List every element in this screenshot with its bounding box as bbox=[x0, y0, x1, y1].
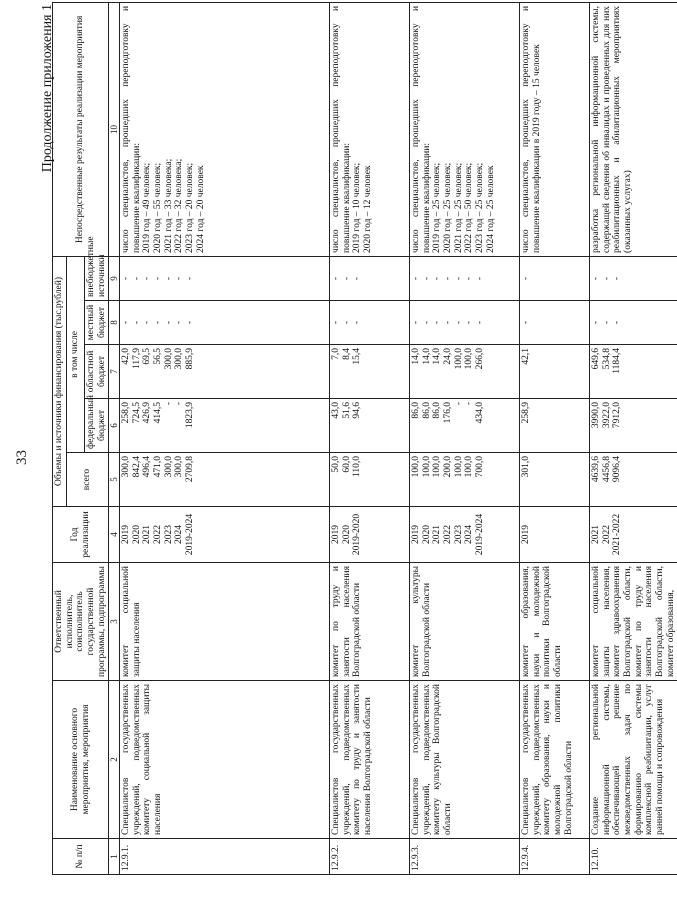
regional-list bbox=[410, 345, 520, 399]
extrabudget-list bbox=[410, 256, 520, 300]
page-number: 33 bbox=[14, 450, 30, 465]
cell-value: 43,0 bbox=[331, 402, 342, 419]
cell-value: 649,6 bbox=[591, 348, 602, 370]
cell-value: 1823,9 bbox=[184, 402, 195, 429]
total-list bbox=[330, 453, 410, 507]
cell-value: 300,0 bbox=[174, 456, 185, 478]
result-text: разработка региональной информационной системы, содержащей сведения об инвалидах и проведенных для них реабилитационных и абилитационных мероприятиях (оказанных услугах) bbox=[591, 5, 634, 253]
cell-value: 51,6 bbox=[341, 402, 352, 419]
measure-name: Специалистов государственных учреждений, подведомственных комитету социальной защиты населения bbox=[120, 681, 330, 839]
federal-list bbox=[520, 399, 590, 453]
cell-value: 14,0 bbox=[432, 348, 443, 365]
cell-value: 100,0 bbox=[421, 456, 432, 478]
cell-value: 534,8 bbox=[601, 348, 612, 370]
result-text: число специалистов, прошедших переподготовку и повышение квалификации: bbox=[121, 5, 142, 253]
result-item: 2024 год – 20 человек bbox=[195, 165, 206, 253]
result-item: 2021 год – 33 человека; bbox=[163, 158, 174, 253]
result-item: 2020 год – 25 человек; bbox=[443, 162, 454, 253]
year-list bbox=[520, 507, 590, 563]
cell-value: - bbox=[121, 276, 132, 281]
header-including: в том числе bbox=[66, 256, 84, 452]
cell-value: - bbox=[352, 320, 363, 325]
column-number: 9 bbox=[109, 256, 120, 300]
header-name: Наименование основного мероприятия, мероприятия bbox=[53, 681, 109, 839]
measure-name: Специалистов государственных учреждений, подведомственных комитету культуры Волгоградской области bbox=[410, 681, 520, 839]
cell-value: 2019 bbox=[121, 525, 132, 544]
cell-value: - bbox=[474, 320, 485, 325]
cell-value: - bbox=[453, 402, 464, 406]
result-item: 2024 год – 25 человек bbox=[485, 165, 496, 253]
cell-value: 110,0 bbox=[352, 456, 363, 478]
cell-value: 2709,8 bbox=[184, 456, 195, 483]
cell-value: - bbox=[464, 276, 475, 281]
header-responsible: Ответственный исполнитель, соисполнитель государственной программы, подпрограммы bbox=[53, 563, 109, 681]
cell-value: 2020 bbox=[341, 525, 352, 544]
cell-value: 2021 bbox=[432, 525, 443, 544]
cell-value: - bbox=[174, 320, 185, 325]
cell-value: - bbox=[142, 320, 153, 325]
cell-value: 117,9 bbox=[131, 348, 142, 370]
total-list bbox=[590, 453, 677, 507]
cell-value: - bbox=[142, 276, 153, 281]
result-item: 2019 год – 49 человек; bbox=[142, 162, 153, 253]
cell-value: - bbox=[443, 276, 454, 281]
cell-value: 2024 bbox=[174, 525, 185, 544]
measure-name: Специалистов государственных учреждений, подведомственных комитету образования, науки и молодежной политики Волгоградской области bbox=[520, 681, 590, 839]
column-number: 5 bbox=[109, 453, 120, 507]
cell-value: 258,9 bbox=[521, 402, 532, 424]
result-text: число специалистов, прошедших переподготовку и повышение квалификации: bbox=[331, 5, 352, 253]
cell-value: 2021 bbox=[591, 525, 602, 544]
result-item: 2019 год – 25 человек; bbox=[432, 162, 443, 253]
cell-value: 3922,0 bbox=[601, 402, 612, 429]
cell-value: - bbox=[453, 276, 464, 281]
regional-list bbox=[520, 345, 590, 399]
cell-value: 4456,8 bbox=[601, 456, 612, 483]
result-item: 2022 год – 32 человека; bbox=[174, 158, 185, 253]
cell-value: 2023 bbox=[163, 525, 174, 544]
row-number: 12.9.1. bbox=[120, 839, 330, 875]
cell-value: - bbox=[411, 276, 422, 281]
cell-value: 2022 bbox=[443, 525, 454, 544]
cell-value: 266,0 bbox=[474, 348, 485, 370]
federal-list bbox=[330, 399, 410, 453]
cell-value: 2019 bbox=[411, 525, 422, 544]
cell-value: 300,0 bbox=[163, 456, 174, 478]
funding-table bbox=[52, 2, 677, 875]
result-text: число специалистов, прошедших переподготовку и повышение квалификации в 2019 году – 15 человек bbox=[521, 5, 542, 253]
result-description bbox=[590, 2, 677, 256]
cell-value: - bbox=[331, 320, 342, 325]
column-number: 6 bbox=[109, 399, 120, 453]
cell-value: - bbox=[411, 320, 422, 325]
cell-value: 2021 bbox=[142, 525, 153, 544]
row-number: 12.9.4. bbox=[520, 839, 590, 875]
cell-value: 471,0 bbox=[153, 456, 164, 478]
total-list bbox=[410, 453, 520, 507]
cell-value: 2019-2024 bbox=[184, 513, 195, 556]
cell-value: 100,0 bbox=[464, 456, 475, 478]
cell-value: 2022 bbox=[601, 525, 612, 544]
cell-value: 86,0 bbox=[411, 402, 422, 419]
local-list bbox=[410, 301, 520, 345]
cell-value: - bbox=[352, 276, 363, 281]
cell-value: - bbox=[443, 320, 454, 325]
cell-value: - bbox=[341, 320, 352, 325]
result-item: 2021 год – 25 человек; bbox=[453, 162, 464, 253]
local-list bbox=[590, 301, 677, 345]
cell-value: 700,0 bbox=[474, 456, 485, 478]
cell-value: - bbox=[612, 276, 623, 281]
year-list bbox=[590, 507, 677, 563]
result-item: 2020 год – 55 человек; bbox=[153, 162, 164, 253]
result-item: 2023 год – 25 человек; bbox=[474, 162, 485, 253]
column-number: 3 bbox=[109, 563, 120, 681]
cell-value: 100,0 bbox=[432, 456, 443, 478]
measure-name: Создание региональной информационной системы, обеспечивающей решение межведомственных задач по формированию системы комплексной реабилитации, услуг ранней помощи и сопровождения bbox=[590, 681, 677, 839]
cell-value: 7,0 bbox=[331, 348, 342, 360]
cell-value: 885,9 bbox=[184, 348, 195, 370]
cell-value: - bbox=[131, 276, 142, 281]
cell-value: 2019 bbox=[521, 525, 532, 544]
local-list bbox=[520, 301, 590, 345]
federal-list bbox=[410, 399, 520, 453]
result-description bbox=[120, 2, 330, 256]
header-num: № п/п bbox=[53, 839, 109, 875]
cell-value: 56,5 bbox=[153, 348, 164, 365]
cell-value: 2024 bbox=[464, 525, 475, 544]
federal-list bbox=[120, 399, 330, 453]
cell-value: 2019-2024 bbox=[474, 513, 485, 556]
result-text: число специалистов, прошедших переподготовку и повышение квалификации: bbox=[411, 5, 432, 253]
extrabudget-list bbox=[120, 256, 330, 300]
cell-value: 2023 bbox=[453, 525, 464, 544]
local-list bbox=[330, 301, 410, 345]
cell-value: 414,5 bbox=[153, 402, 164, 424]
cell-value: - bbox=[474, 276, 485, 281]
cell-value: 14,0 bbox=[421, 348, 432, 365]
extrabudget-list bbox=[590, 256, 677, 300]
column-number: 2 bbox=[109, 681, 120, 839]
table-row bbox=[120, 2, 330, 874]
cell-value: - bbox=[432, 320, 443, 325]
header-total: всего bbox=[66, 453, 109, 507]
column-number: 10 bbox=[109, 2, 120, 256]
cell-value: 60,0 bbox=[341, 456, 352, 473]
regional-list bbox=[330, 345, 410, 399]
result-description bbox=[410, 2, 520, 256]
total-list bbox=[520, 453, 590, 507]
table-row bbox=[590, 2, 677, 874]
cell-value: 100,0 bbox=[453, 348, 464, 370]
table-row bbox=[410, 2, 520, 874]
cell-value: - bbox=[421, 320, 432, 325]
cell-value: - bbox=[184, 276, 195, 281]
cell-value: 94,6 bbox=[352, 402, 363, 419]
header-result: Непосредственные результаты реализации мероприятия bbox=[53, 2, 109, 256]
cell-value: 300,0 bbox=[174, 348, 185, 370]
cell-value: 42,1 bbox=[521, 348, 532, 365]
cell-value: 496,4 bbox=[142, 456, 153, 478]
cell-value: 434,0 bbox=[474, 402, 485, 424]
total-list bbox=[120, 453, 330, 507]
cell-value: 2019-2020 bbox=[352, 513, 363, 556]
table-row bbox=[330, 2, 410, 874]
regional-list bbox=[120, 345, 330, 399]
cell-value: - bbox=[153, 320, 164, 325]
header-extrabudget: внебюджетные источники bbox=[84, 256, 108, 300]
result-item: 2023 год – 20 человек; bbox=[184, 162, 195, 253]
cell-value: 2022 bbox=[153, 525, 164, 544]
cell-value: - bbox=[184, 320, 195, 325]
cell-value: 2019 bbox=[331, 525, 342, 544]
cell-value: 86,0 bbox=[432, 402, 443, 419]
row-number: 12.10. bbox=[590, 839, 677, 875]
cell-value: 7912,0 bbox=[612, 402, 623, 429]
table-body bbox=[120, 2, 677, 874]
cell-value: 4639,6 bbox=[591, 456, 602, 483]
result-description bbox=[520, 2, 590, 256]
extrabudget-list bbox=[520, 256, 590, 300]
cell-value: - bbox=[131, 320, 142, 325]
cell-value: - bbox=[521, 320, 532, 325]
cell-value: - bbox=[163, 320, 174, 325]
cell-value: 24,0 bbox=[443, 348, 454, 365]
responsible-executor: комитет образования, науки и молодежной политики Волгоградской области bbox=[520, 563, 590, 681]
header-year: Год реализации bbox=[53, 507, 109, 563]
header-funding: Объемы и источники финансирования (тыс.рублей) bbox=[53, 256, 67, 506]
cell-value: - bbox=[591, 276, 602, 281]
cell-value: - bbox=[163, 402, 174, 406]
column-number: 8 bbox=[109, 301, 120, 345]
cell-value: 100,0 bbox=[464, 348, 475, 370]
responsible-executor: комитет социальной защиты населения bbox=[120, 563, 330, 681]
cell-value: 2020 bbox=[421, 525, 432, 544]
cell-value: 9096,4 bbox=[612, 456, 623, 483]
result-item: 2022 год – 50 человек; bbox=[464, 162, 475, 253]
responsible-executor: комитет по труду и занятости населения Волгоградской области bbox=[330, 563, 410, 681]
cell-value: - bbox=[464, 320, 475, 325]
federal-list bbox=[590, 399, 677, 453]
table-row bbox=[520, 2, 590, 874]
cell-value: 15,4 bbox=[352, 348, 363, 365]
column-number: 7 bbox=[109, 345, 120, 399]
cell-value: 724,5 bbox=[131, 402, 142, 424]
cell-value: - bbox=[341, 276, 352, 281]
result-item: 2020 год – 12 человек bbox=[363, 165, 374, 253]
measure-name: Специалистов государственных учреждений, подведомственных комитету по труду и занятости населения Волгоградской области bbox=[330, 681, 410, 839]
regional-list bbox=[590, 345, 677, 399]
row-number: 12.9.2. bbox=[330, 839, 410, 875]
cell-value: 200,0 bbox=[443, 456, 454, 478]
cell-value: 100,0 bbox=[453, 456, 464, 478]
cell-value: - bbox=[612, 320, 623, 325]
cell-value: - bbox=[601, 320, 612, 325]
header-local: местный бюджет bbox=[84, 301, 108, 345]
cell-value: 300,0 bbox=[121, 456, 132, 478]
cell-value: 301,0 bbox=[521, 456, 532, 478]
extrabudget-list bbox=[330, 256, 410, 300]
year-list bbox=[330, 507, 410, 563]
cell-value: 426,9 bbox=[142, 402, 153, 424]
cell-value: - bbox=[432, 276, 443, 281]
row-number: 12.9.3. bbox=[410, 839, 520, 875]
cell-value: 3990,0 bbox=[591, 402, 602, 429]
continuation-note: Продолжение приложения 1 bbox=[40, 4, 55, 173]
local-list bbox=[120, 301, 330, 345]
responsible-executor: комитет социальной защиты населения, комитет здравоохранения Волгоградской области, комитет по труду и занятости населения Волгоградской области, комитет образования, bbox=[590, 563, 677, 681]
cell-value: 14,0 bbox=[411, 348, 422, 365]
cell-value: 258,0 bbox=[121, 402, 132, 424]
cell-value: 69,5 bbox=[142, 348, 153, 365]
cell-value: - bbox=[153, 276, 164, 281]
header-regional: областной бюджет bbox=[84, 345, 108, 399]
cell-value: 2021-2022 bbox=[612, 513, 623, 556]
cell-value: - bbox=[421, 276, 432, 281]
cell-value: 8,4 bbox=[341, 348, 352, 360]
cell-value: - bbox=[601, 276, 612, 281]
cell-value: - bbox=[121, 320, 132, 325]
responsible-executor: комитет культуры Волгоградской области bbox=[410, 563, 520, 681]
cell-value: 100,0 bbox=[411, 456, 422, 478]
cell-value: - bbox=[174, 276, 185, 281]
cell-value: 86,0 bbox=[421, 402, 432, 419]
cell-value: 176,0 bbox=[443, 402, 454, 424]
cell-value: - bbox=[453, 320, 464, 325]
year-list bbox=[120, 507, 330, 563]
cell-value: 2020 bbox=[131, 525, 142, 544]
cell-value: 42,0 bbox=[121, 348, 132, 365]
cell-value: - bbox=[591, 320, 602, 325]
column-number: 1 bbox=[109, 839, 120, 875]
year-list bbox=[410, 507, 520, 563]
column-number: 4 bbox=[109, 507, 120, 563]
cell-value: - bbox=[174, 402, 185, 406]
cell-value: 1184,4 bbox=[612, 348, 623, 374]
cell-value: 50,0 bbox=[331, 456, 342, 473]
cell-value: 300,0 bbox=[163, 348, 174, 370]
cell-value: - bbox=[464, 402, 475, 406]
column-numbers-row bbox=[109, 2, 120, 874]
cell-value: - bbox=[331, 276, 342, 281]
cell-value: 842,4 bbox=[131, 456, 142, 478]
cell-value: - bbox=[521, 276, 532, 281]
cell-value: - bbox=[163, 276, 174, 281]
result-description bbox=[330, 2, 410, 256]
result-item: 2019 год – 10 человек; bbox=[352, 162, 363, 253]
header-federal: федеральный бюджет bbox=[84, 399, 108, 453]
